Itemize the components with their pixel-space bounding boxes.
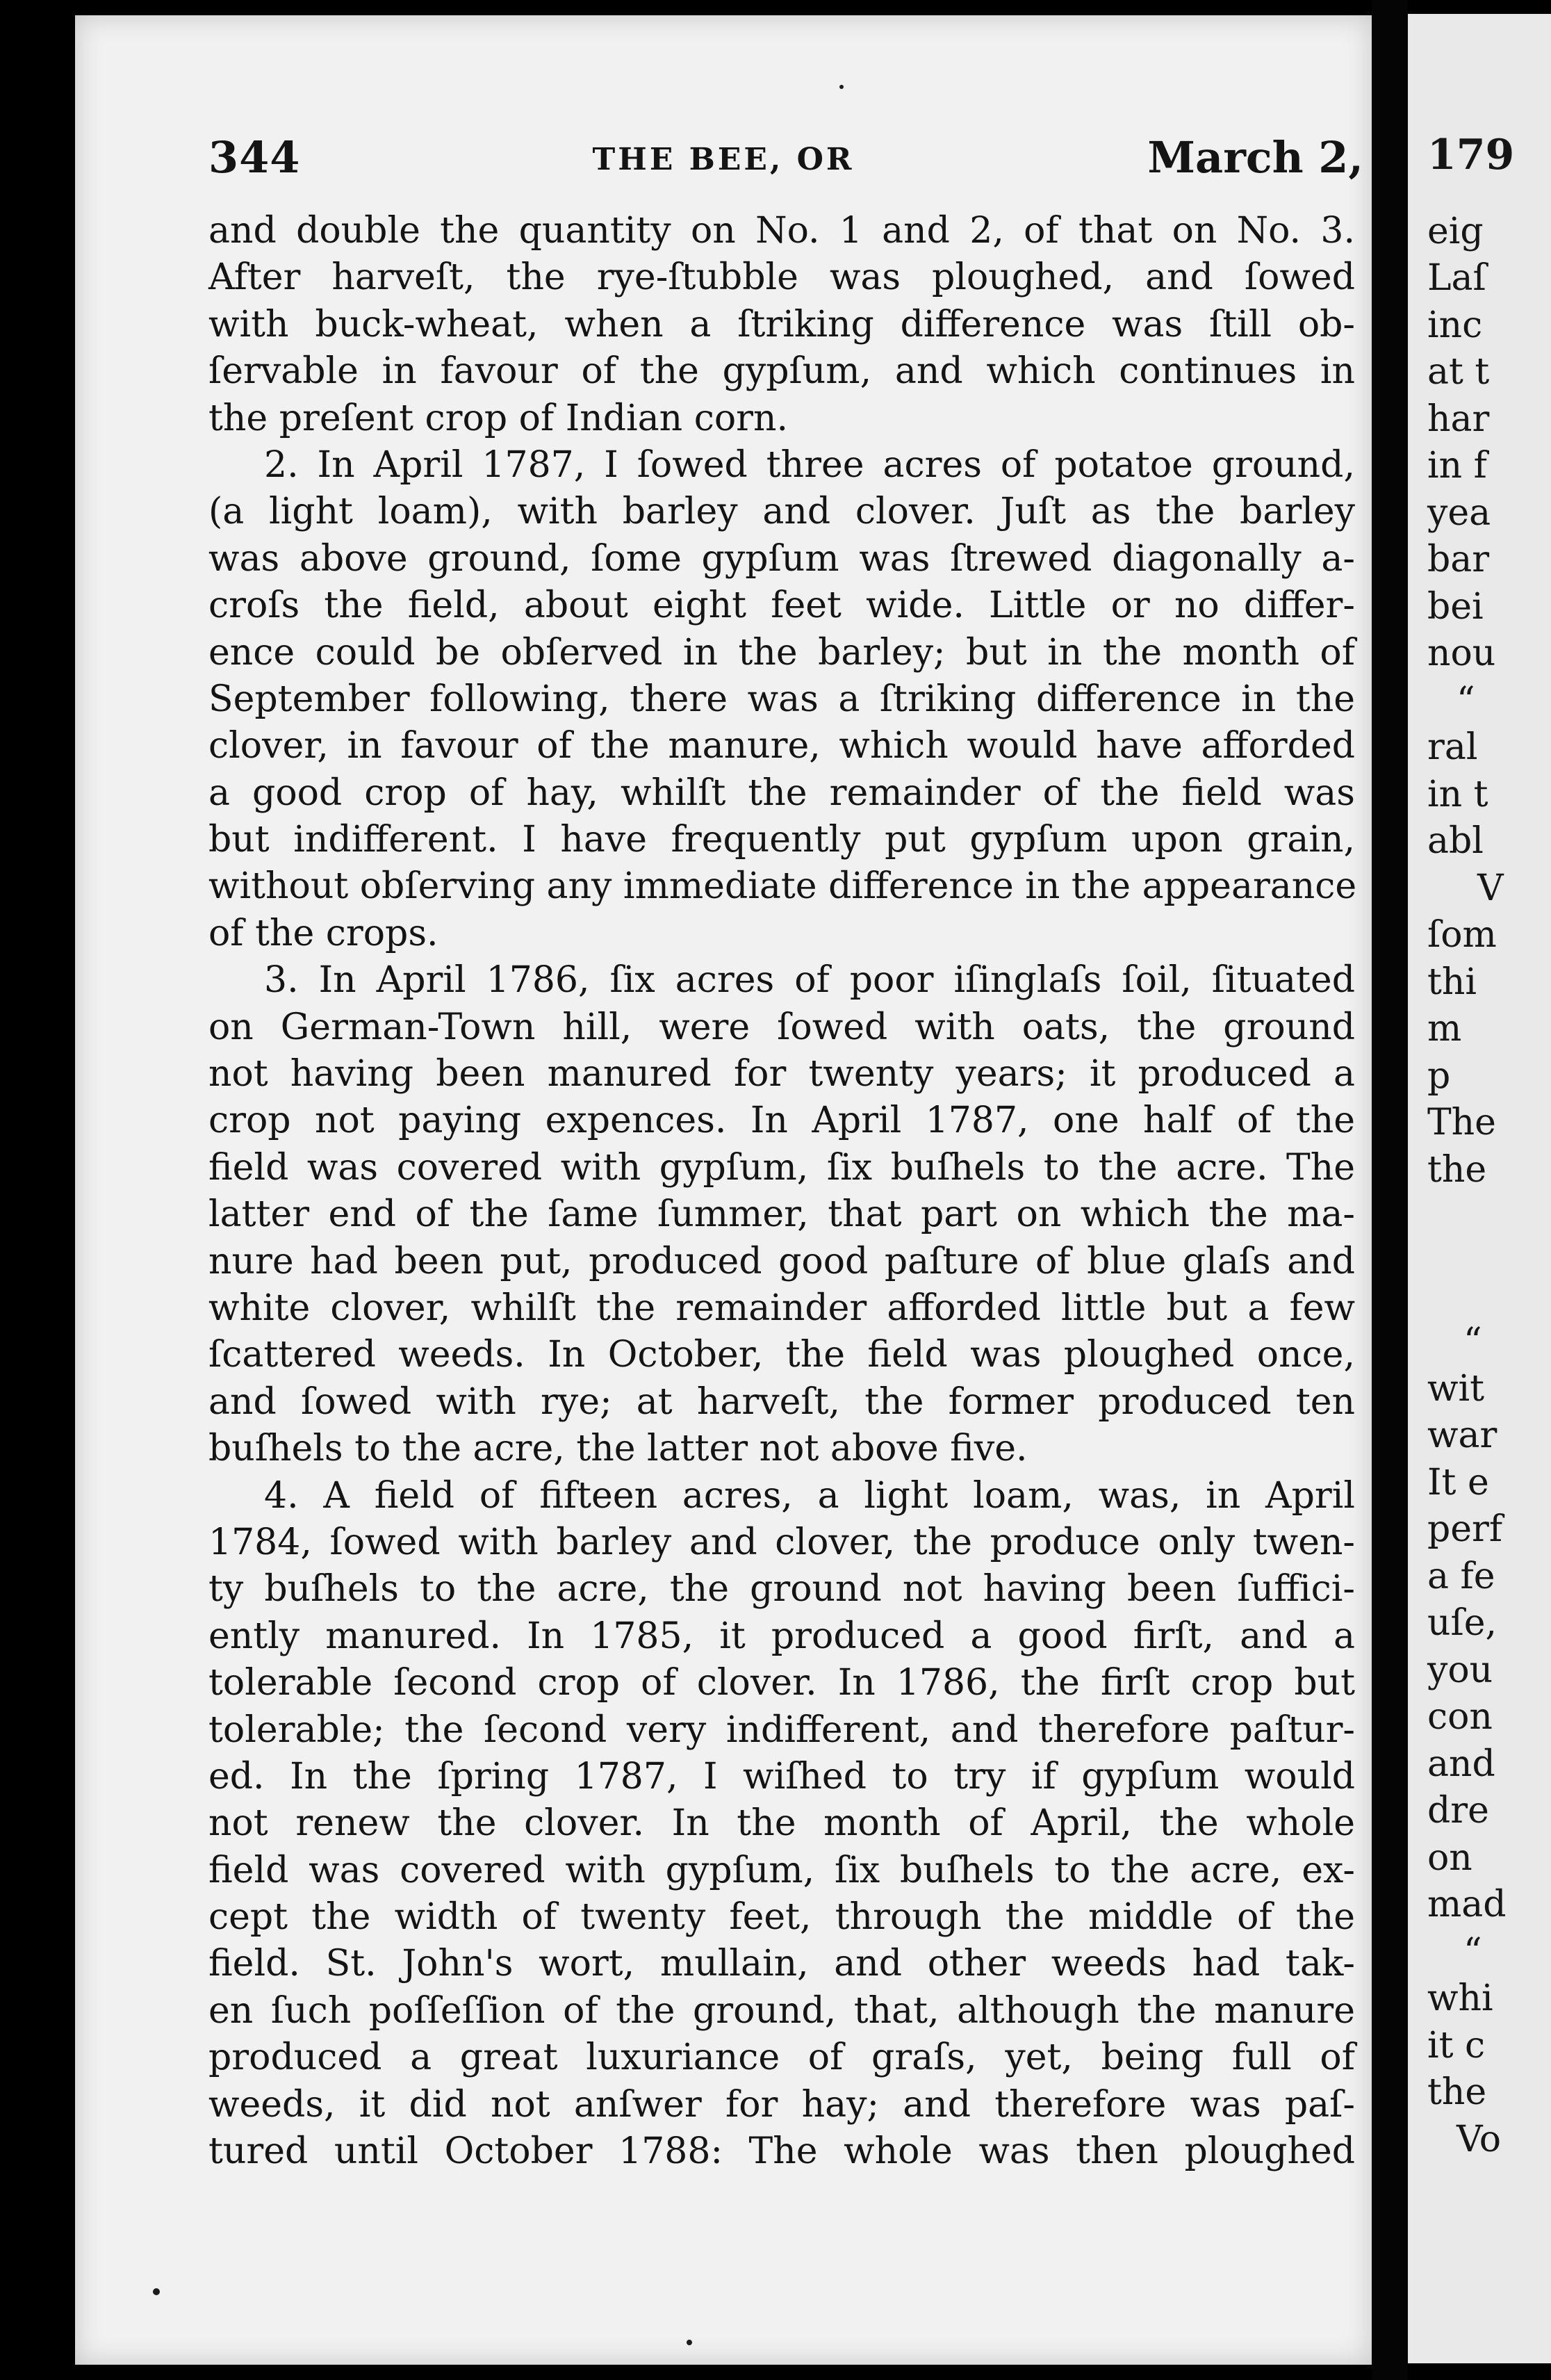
text-line: ſcattered weeds. In October, the field was ploughed once,: [208, 1334, 1355, 1376]
text-line: September following, there was a ſtriking difference in the: [208, 678, 1355, 720]
facing-page-fragment: it c: [1427, 2025, 1486, 2067]
text-line: field was covered with gypſum, ſix buſhels to the acre. The: [208, 1146, 1355, 1189]
text-line: ence could be obſerved in the barley; but in the month of: [208, 631, 1355, 674]
text-line: and ſowed with rye; at harveſt, the former produced ten: [208, 1380, 1355, 1423]
facing-page-fragment: The: [1427, 1102, 1496, 1143]
text-line: a good crop of hay, whilſt the remainder of the field was: [208, 772, 1355, 814]
facing-page-fragment: war: [1427, 1415, 1497, 1456]
page-number: 344: [208, 132, 301, 183]
text-line: not having been manured for twenty years; it produced a: [208, 1053, 1355, 1095]
facing-page-fragment: con: [1427, 1696, 1493, 1738]
text-line: field was covered with gypſum, ſix buſhels to the acre, ex-: [208, 1849, 1355, 1891]
facing-page-fragment: Laſ: [1427, 257, 1486, 299]
text-line: not renew the clover. In the month of April, the whole: [208, 1802, 1355, 1845]
facing-page-fragment: Vo: [1456, 2119, 1502, 2160]
facing-page-fragment: “: [1463, 1931, 1482, 1973]
text-line: ty buſhels to the acre, the ground not having been ſuffici-: [208, 1568, 1355, 1611]
text-line: on German-Town hill, were ſowed with oats, the ground: [208, 1006, 1355, 1048]
facing-page-fragment: at t: [1427, 351, 1490, 393]
facing-page-fragment: V: [1477, 867, 1504, 909]
body-text: [208, 208, 1355, 2175]
facing-page-fragment: the: [1427, 1149, 1487, 1191]
facing-page-fragment: abl: [1427, 820, 1484, 862]
facing-page-fragment: perf: [1427, 1508, 1503, 1550]
text-line: ed. In the ſpring 1787, I wiſhed to try if gypſum would: [208, 1755, 1355, 1798]
facing-page-fragment: in f: [1427, 445, 1487, 487]
text-line: buſhels to the acre, the latter not above five.: [208, 1428, 1028, 1470]
text-line: ently manured. In 1785, it produced a good firſt, and a: [208, 1615, 1355, 1657]
text-line: croſs the field, about eight feet wide. Little or no differ-: [208, 585, 1355, 627]
text-line: field. St. John's wort, mullain, and other weeds had tak-: [208, 1943, 1355, 1985]
facing-page-fragment: har: [1427, 398, 1490, 440]
text-line: but indifferent. I have frequently put gypſum upon grain,: [208, 819, 1355, 861]
facing-page-fragment: ſom: [1427, 914, 1497, 956]
facing-page-fragment: you: [1427, 1649, 1493, 1691]
facing-page-fragment: wit: [1427, 1368, 1485, 1410]
text-line: without obſerving any immediate difference in the appearance: [208, 865, 1357, 908]
book-gutter: [1372, 0, 1408, 2380]
ink-speck: [839, 85, 844, 89]
facing-page-fragment: m: [1427, 1008, 1462, 1050]
paragraph-start-line: 3. In April 1786, ſix acres of poor iſinglaſs ſoil, ſituated: [264, 959, 1355, 1002]
text-line: was above ground, ſome gypſum was ſtrewed diagonally a-: [208, 537, 1355, 580]
text-line: latter end of the ſame ſummer, that part on which the ma-: [208, 1193, 1355, 1236]
text-line: (a light loam), with barley and clover. Juſt as the barley: [208, 491, 1355, 533]
facing-page-fragment: eig: [1427, 211, 1484, 252]
text-line: ſervable in favour of the gypſum, and which continues in: [208, 350, 1355, 393]
text-line: produced a great luxuriance of graſs, yet, being full of: [208, 2037, 1355, 2079]
facing-page-fragment: mad: [1427, 1884, 1507, 1925]
facing-page-fragment: bei: [1427, 586, 1484, 628]
facing-page-fragment: “: [1463, 1321, 1482, 1362]
left-page: [75, 15, 1372, 2365]
facing-page-fragment: whi: [1427, 1978, 1493, 2019]
text-line: en ſuch poſſeſſion of the ground, that, although the manure: [208, 1989, 1355, 2032]
text-line: tured until October 1788: The whole was then ploughed: [208, 2130, 1355, 2173]
facing-page-fragment: yea: [1427, 492, 1491, 534]
text-line: nure had been put, produced good paſture of blue glaſs and: [208, 1240, 1355, 1282]
facing-page-fragment: “: [1456, 680, 1475, 722]
text-line: After harveſt, the rye-ſtubble was ploughed, and ſowed: [208, 256, 1355, 299]
facing-page-fragment: dre: [1427, 1790, 1489, 1832]
ink-speck: [687, 2340, 692, 2345]
facing-page-fragment: uſe,: [1427, 1602, 1497, 1644]
facing-page-fragment: inc: [1427, 304, 1483, 346]
text-line: with buck-wheat, when a ſtriking difference was ſtill ob-: [208, 303, 1355, 345]
facing-page-fragment: p: [1427, 1055, 1451, 1097]
text-line: tolerable; the ſecond very indifferent, and therefore paſtur-: [208, 1709, 1355, 1751]
text-line: of the crops.: [208, 912, 438, 954]
facing-page-fragment: thi: [1427, 961, 1477, 1003]
text-line: crop not paying expences. In April 1787, one half of the: [208, 1100, 1355, 1142]
running-header: [75, 132, 1372, 188]
facing-page-fragment: a fe: [1427, 1556, 1495, 1597]
text-line: cept the width of twenty feet, through the middle of the: [208, 1896, 1355, 1939]
facing-page-fragment: ral: [1427, 726, 1478, 768]
text-line: tolerable ſecond crop of clover. In 1786, the firſt crop but: [208, 1662, 1355, 1704]
text-line: weeds, it did not anſwer for hay; and therefore was paſ-: [208, 2083, 1355, 2126]
facing-page-edge: [1408, 14, 1551, 2363]
facing-page-fragment: bar: [1427, 539, 1490, 580]
facing-page-fragment: on: [1427, 1837, 1472, 1879]
facing-page-fragment: nou: [1427, 633, 1496, 674]
text-line: 1784, ſowed with barley and clover, the produce only twen-: [208, 1521, 1355, 1563]
paragraph-start-line: 4. A field of fifteen acres, a light loam, was, in April: [264, 1474, 1355, 1517]
text-line: clover, in favour of the manure, which would have afforded: [208, 725, 1355, 767]
text-line: and double the quantity on No. 1 and 2, of that on No. 3.: [208, 210, 1355, 252]
text-line: the preſent crop of Indian corn.: [208, 397, 789, 439]
running-title: THE BEE, OR: [592, 142, 855, 177]
running-date: March 2,: [1147, 132, 1363, 183]
facing-page-fragment: the: [1427, 2071, 1487, 2113]
facing-page-fragment: in t: [1427, 774, 1488, 815]
paragraph-start-line: 2. In April 1787, I ſowed three acres of potatoe ground,: [264, 443, 1355, 486]
facing-page-fragment: and: [1427, 1743, 1495, 1785]
facing-page-fragment: 179: [1427, 131, 1515, 179]
facing-page-fragment: It e: [1427, 1462, 1489, 1503]
ink-speck: [153, 2288, 160, 2295]
text-line: white clover, whilſt the remainder afforded little but a few: [208, 1287, 1355, 1329]
